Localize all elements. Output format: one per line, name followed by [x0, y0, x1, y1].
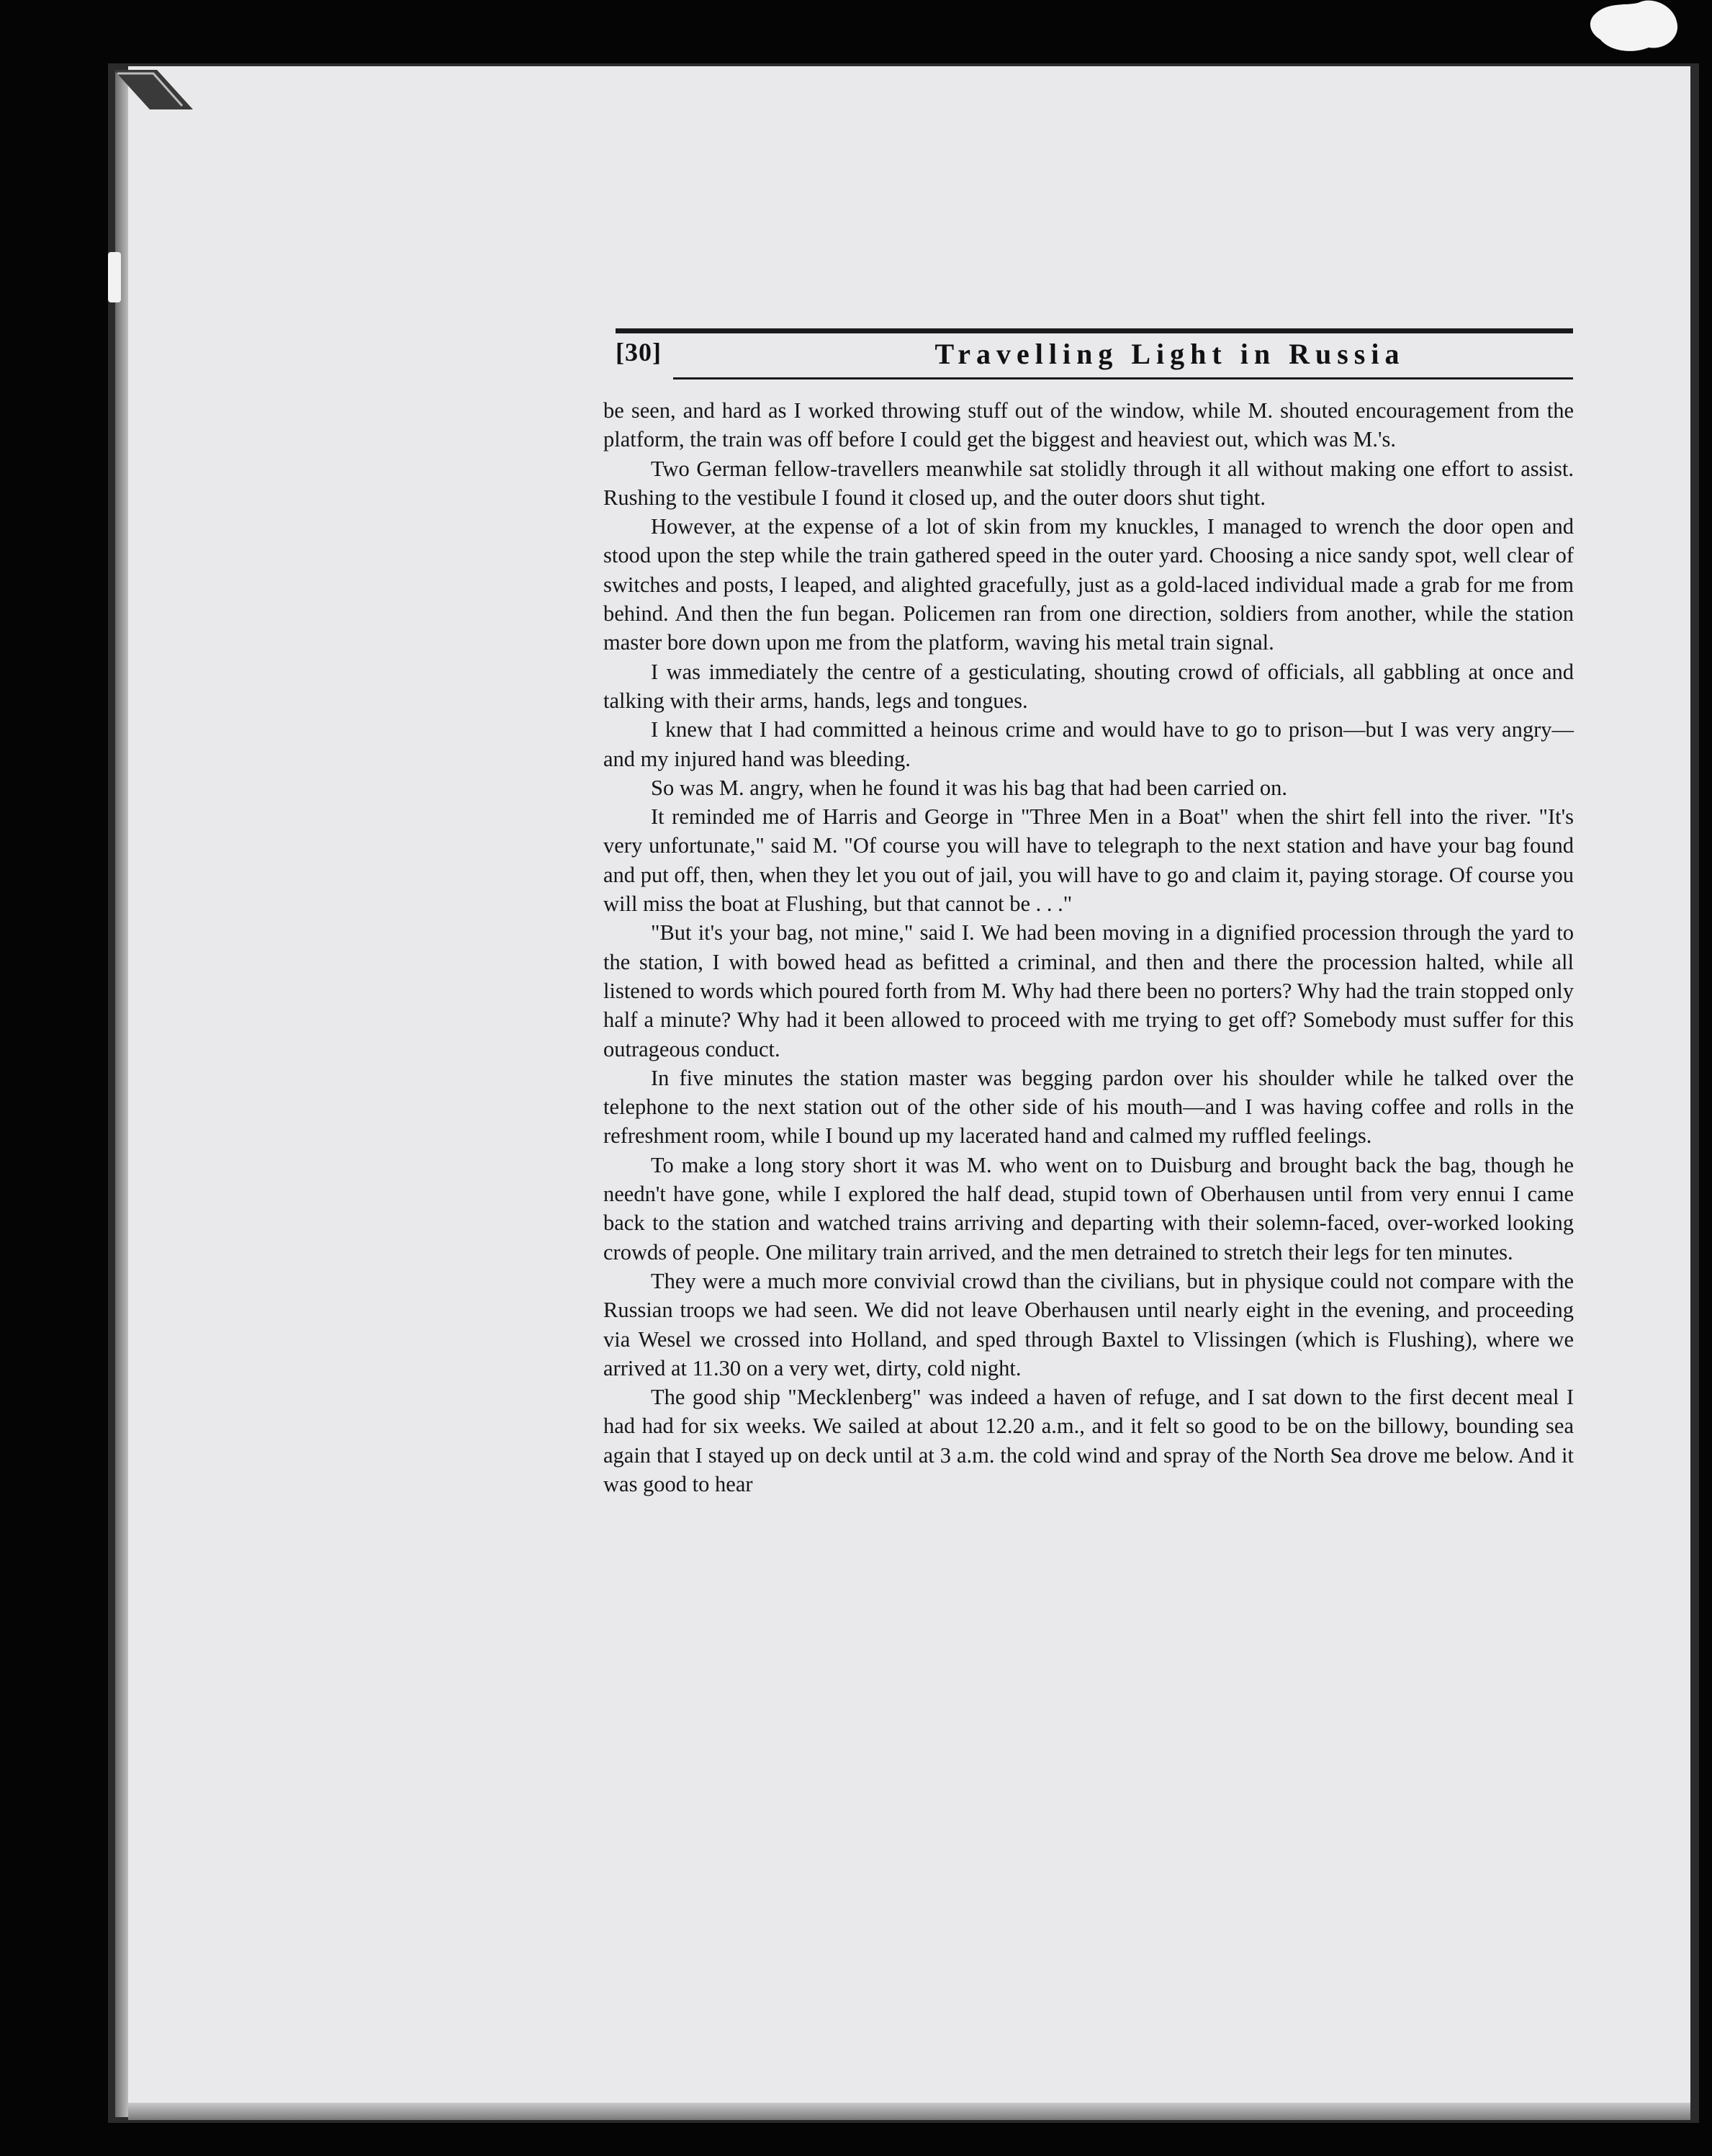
- header-top-rule: [616, 328, 1573, 333]
- paragraph: "But it's your bag, not mine," said I. We had been moving in a dignified procession through the yard to the station, I with bowed head as befitted a criminal, and then and there the procession halted, while all listened to words which poured forth from M. Why had there been no porters? Why had the train stopped only half a minute? Why had it been allowed to proceed with me trying to get off? Somebody must suffer for this outrageous conduct.: [603, 920, 1574, 1061]
- paragraph: However, at the expense of a lot of skin from my knuckles, I managed to wrench the door open and stood upon the step while the train gathered speed in the outer yard. Choosing a nice sandy spot, well clear of switches and posts, I leaped, and alighted gracefully, just as a gold-laced individual made a grab for me from behind. And then the fun began. Policemen ran from one direction, soldiers from another, while the station master bore down upon me from the platform, waving his metal train signal.: [603, 514, 1574, 655]
- paragraph: To make a long story short it was M. who went on to Duisburg and brought back the bag, though he needn't have gone, while I explored the half dead, stupid town of Oberhausen until from very ennui I came back to the station and watched trains arriving and departing with their solemn-faced, over-worked looking crowds of people. One military train arrived, and the men detrained to stretch their legs for ten minutes.: [603, 1152, 1574, 1265]
- binding-clip-mark: [108, 252, 121, 302]
- header-bottom-rule: [673, 377, 1573, 379]
- paragraph: They were a much more convivial crowd than the civilians, but in physique could not compare with the Russian troops we had seen. We did not leave Oberhausen until nearly eight in the evening, and proceeding via Wesel we crossed into Holland, and sped through Baxtel to Vlissingen (which is Flushing), where we arrived at 11.30 on a very wet, dirty, cold night.: [603, 1268, 1574, 1380]
- paragraph: Two German fellow-travellers meanwhile sat stolidly through it all without making one effort to assist. Rushing to the vestibule I found it closed up, and the outer doors shut tight.: [603, 456, 1574, 510]
- corner-fold-icon: [114, 66, 193, 109]
- paragraph: be seen, and hard as I worked throwing stuff out of the window, while M. shouted encouragement from the platform, the train was off before I could get the biggest and heaviest out, which was M.'s.: [603, 398, 1574, 452]
- paragraph: It reminded me of Harris and George in "Three Men in a Boat" when the shirt fell into the river. "It's very unfortunate," said M. "Of course you will have to telegraph to the next station and have your bag found and put off, then, when they let you out of jail, you will have to go and claim it, paying storage. Of course you will miss the boat at Flushing, but that cannot be . . .": [603, 804, 1574, 917]
- page-body-text: [603, 396, 1574, 1499]
- page-edge-bottom: [128, 2103, 1690, 2120]
- ink-blot-mark: [1587, 0, 1681, 56]
- paragraph: I was immediately the centre of a gesticulating, shouting crowd of officials, all gabbling at once and talking with their arms, hands, legs and tongues.: [603, 659, 1574, 713]
- paragraph: The good ship "Mecklenberg" was indeed a haven of refuge, and I sat down to the first decent meal I had had for six weeks. We sailed at about 12.20 a.m., and it felt so good to be on the billowy, bounding sea again that I stayed up on deck until at 3 a.m. the cold wind and spray of the North Sea drove me below. And it was good to hear: [603, 1385, 1574, 1496]
- paragraph: I knew that I had committed a heinous crime and would have to go to prison—but I was very angry—and my injured hand was bleeding.: [603, 717, 1574, 771]
- running-head-title: Travelling Light in Russia: [934, 338, 1405, 370]
- paragraph: So was M. angry, when he found it was his bag that had been carried on.: [651, 775, 1287, 800]
- page-header: [616, 323, 1573, 387]
- paragraph: In five minutes the station master was begging pardon over his shoulder while he talked over the telephone to the next station out of the other side of his mouth—and I was having coffee and rolls in the refreshment room, while I bound up my lacerated hand and calmed my ruffled feelings.: [603, 1065, 1574, 1149]
- page-number: [30]: [616, 338, 662, 367]
